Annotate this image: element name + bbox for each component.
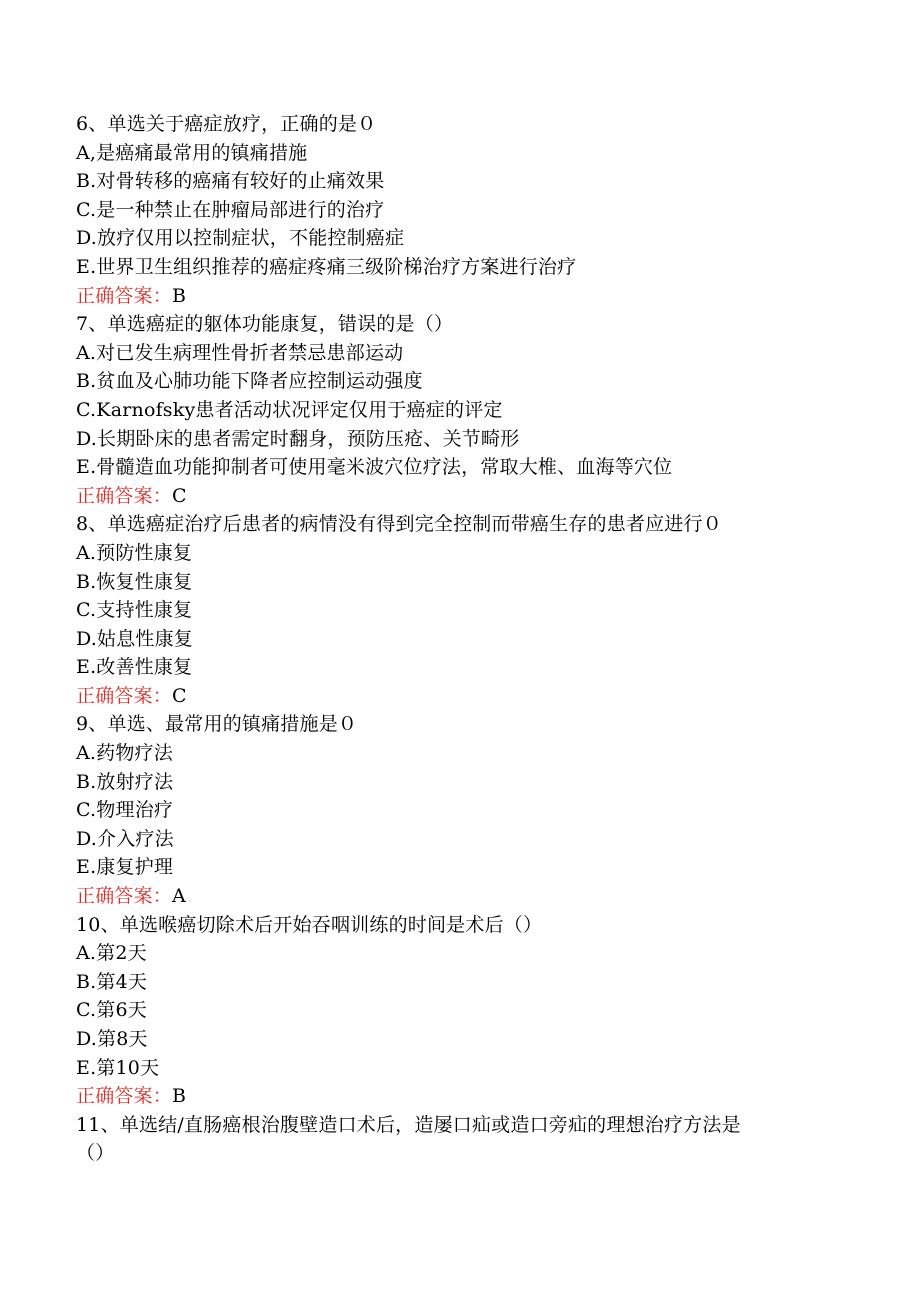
question-9-option-e: E.康复护理 [76,856,174,879]
question-10-stem: 10、单选喉癌切除术后开始吞咽训练的时间是术后（） [76,913,543,936]
question-6-option-b: B.对骨转移的癌痛有较好的止痛效果 [76,170,385,193]
question-10-option-a: A.第2天 [76,942,147,965]
question-9-option-d: D.介入疗法 [76,827,174,850]
question-8-option-e: E.改善性康复 [76,656,193,679]
question-11-stem-line-2: （） [76,1142,115,1165]
answer-value: A [172,885,186,908]
question-11-stem-line-1: 11、单选结/直肠癌根治腹壁造口术后，造屡口疝或造口旁疝的理想治疗方法是 [76,1113,741,1136]
question-10-option-e: E.第10天 [76,1056,160,1079]
question-6 [76,110,856,310]
question-7-option-e: E.骨髓造血功能抑制者可使用毫米波穴位疗法，常取大椎、血海等穴位 [76,456,673,479]
question-8-option-a: A.预防性康复 [76,541,193,564]
question-8-option-b: B.恢复性康复 [76,570,193,593]
answer-label: 正确答案： [76,885,173,908]
question-10-option-d: D.第8天 [76,1028,148,1050]
question-11 [76,1111,856,1168]
question-9-stem: 9、单选、最常用的镇痛措施是０ [76,713,358,736]
question-8-stem: 8、单选癌症治疗后患者的病情没有得到完全控制而带癌生存的患者应进行０ [76,513,722,536]
question-10-option-b: B.第4天 [76,970,148,993]
answer-label: 正确答案： [76,284,173,307]
question-7-option-c: C.Karnofsky患者活动状况评定仅用于癌症的评定 [76,398,503,421]
question-9-option-b: B.放射疗法 [76,770,174,793]
question-10-option-c: C.第6天 [76,999,147,1022]
question-9-option-c: C.物理治疗 [76,799,174,822]
question-6-option-c: C.是一种禁止在肿瘤局部进行的治疗 [76,198,385,221]
answer-label: 正确答案： [76,484,173,507]
question-7-stem: 7、单选癌症的躯体功能康复，错误的是（） [76,313,454,336]
answer-value: C [172,484,187,507]
question-8-option-c: C.支持性康复 [76,599,193,622]
answer-value: B [172,284,187,307]
question-7 [76,310,856,510]
question-10 [76,911,856,1111]
question-10-answer [76,1082,856,1111]
question-6-option-a: A,是癌痛最常用的镇痛措施 [76,141,308,164]
question-8-option-d: D.姑息性康复 [76,627,193,650]
question-6-answer [76,282,856,311]
question-6-option-e: E.世界卫生组织推荐的癌症疼痛三级阶梯治疗方案进行治疗 [76,255,577,278]
answer-label: 正确答案： [76,1085,173,1108]
question-9-answer [76,882,856,911]
question-6-stem: 6、单选关于癌症放疗，正确的是０ [76,113,377,135]
question-9 [76,710,856,910]
question-7-option-d: D.长期卧床的患者需定时翻身，预防压疮、关节畸形 [76,427,520,450]
answer-value: C [172,684,187,707]
question-7-option-b: B.贫血及心肺功能下降者应控制运动强度 [76,370,423,393]
question-8 [76,510,856,710]
question-list [76,110,856,1168]
answer-label: 正确答案： [76,684,173,707]
question-6-option-d: D.放疗仅用以控制症状，不能控制癌症 [76,227,405,250]
question-8-answer [76,682,856,711]
answer-value: B [172,1085,187,1108]
question-7-option-a: A.对已发生病理性骨折者禁忌患部运动 [76,341,404,364]
question-9-option-a: A.药物疗法 [76,742,173,765]
question-7-answer [76,482,856,511]
